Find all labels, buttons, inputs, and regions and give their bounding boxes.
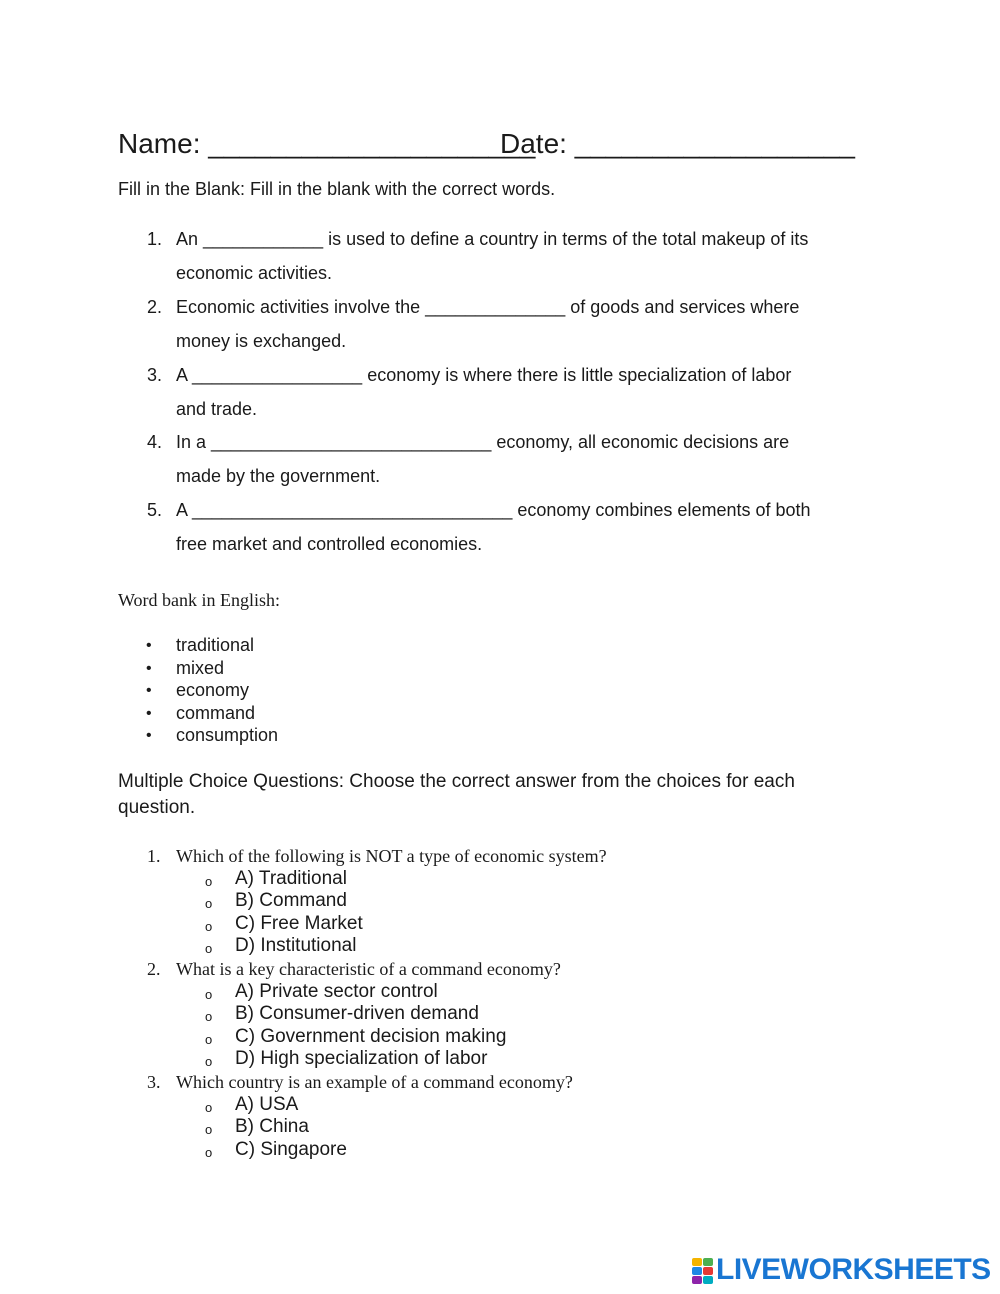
fill-blank-number: 5. [147,500,163,520]
option-circle-icon: o [205,1009,213,1024]
answer-option[interactable]: D) High specialization of labor [235,1048,488,1069]
multiple-choice-instructions: Multiple Choice Questions: Choose the correct answer from the choices for each [118,771,795,792]
bullet-icon: • [146,660,152,677]
answer-option[interactable]: B) Consumer-driven demand [235,1003,479,1024]
fill-blank-question-cont: money is exchanged. [176,331,347,351]
fill-blank-question: In a ____________________________ economy, all economic decisions are [176,432,790,452]
answer-option[interactable]: A) Traditional [235,868,347,889]
fill-blank-instructions: Fill in the Blank: Fill in the blank with the correct words. [118,179,556,199]
option-circle-icon: o [205,1100,213,1115]
logo-text: LIVEWORKSHEETS [716,1253,991,1286]
option-circle-icon: o [205,987,213,1002]
option-circle-icon: o [205,1054,213,1069]
option-circle-icon: o [205,896,213,911]
multiple-choice-instructions-cont: question. [118,797,196,818]
word-bank-item: traditional [176,635,255,655]
date-field-label: Date: __________________ [500,128,856,159]
word-bank-title: Word bank in English: [118,590,281,610]
answer-option[interactable]: B) China [235,1116,309,1137]
fill-blank-question-cont: made by the government. [176,466,381,486]
fill-blank-number: 4. [147,432,163,452]
bullet-icon: • [146,682,152,699]
fill-blank-question-cont: free market and controlled economies. [176,534,483,554]
answer-option[interactable]: A) USA [235,1094,299,1115]
option-circle-icon: o [205,1122,213,1137]
question-number: 3. [147,1072,161,1092]
answer-option[interactable]: A) Private sector control [235,981,438,1002]
option-circle-icon: o [205,919,213,934]
bullet-icon: • [146,637,152,654]
word-bank-item: command [176,703,256,723]
question-text: Which country is an example of a command economy? [176,1072,573,1092]
word-bank-item: consumption [176,725,279,745]
question-number: 1. [147,846,161,866]
question-number: 2. [147,959,161,979]
question-text: Which of the following is NOT a type of economic system? [176,846,607,866]
fill-blank-question-cont: economic activities. [176,263,333,283]
answer-option[interactable]: C) Singapore [235,1139,347,1160]
option-circle-icon: o [205,874,213,889]
bullet-icon: • [146,727,152,744]
fill-blank-question: An ____________ is used to define a country in terms of the total makeup of its [176,229,809,249]
fill-blank-question-cont: and trade. [176,399,258,419]
word-bank-item: economy [176,680,250,700]
bullet-icon: • [146,705,152,722]
fill-blank-number: 2. [147,297,163,317]
answer-option[interactable]: D) Institutional [235,935,357,956]
name-field-label: Name: _____________________ [118,128,536,159]
fill-blank-number: 3. [147,365,163,385]
fill-blank-question: A ________________________________ economy combines elements of both [176,500,811,520]
answer-option[interactable]: C) Free Market [235,913,363,934]
fill-blank-question: A _________________ economy is where there is little specialization of labor [176,365,792,385]
option-circle-icon: o [205,941,213,956]
fill-blank-number: 1. [147,229,163,249]
liveworksheets-logo-icon [692,1256,714,1284]
answer-option[interactable]: B) Command [235,890,347,911]
option-circle-icon: o [205,1032,213,1047]
answer-option[interactable]: C) Government decision making [235,1026,507,1047]
option-circle-icon: o [205,1145,213,1160]
fill-blank-question: Economic activities involve the ______________ of goods and services where [176,297,800,317]
question-text: What is a key characteristic of a command economy? [176,959,561,979]
liveworksheets-logo [692,1253,991,1287]
word-bank-item: mixed [176,658,225,678]
